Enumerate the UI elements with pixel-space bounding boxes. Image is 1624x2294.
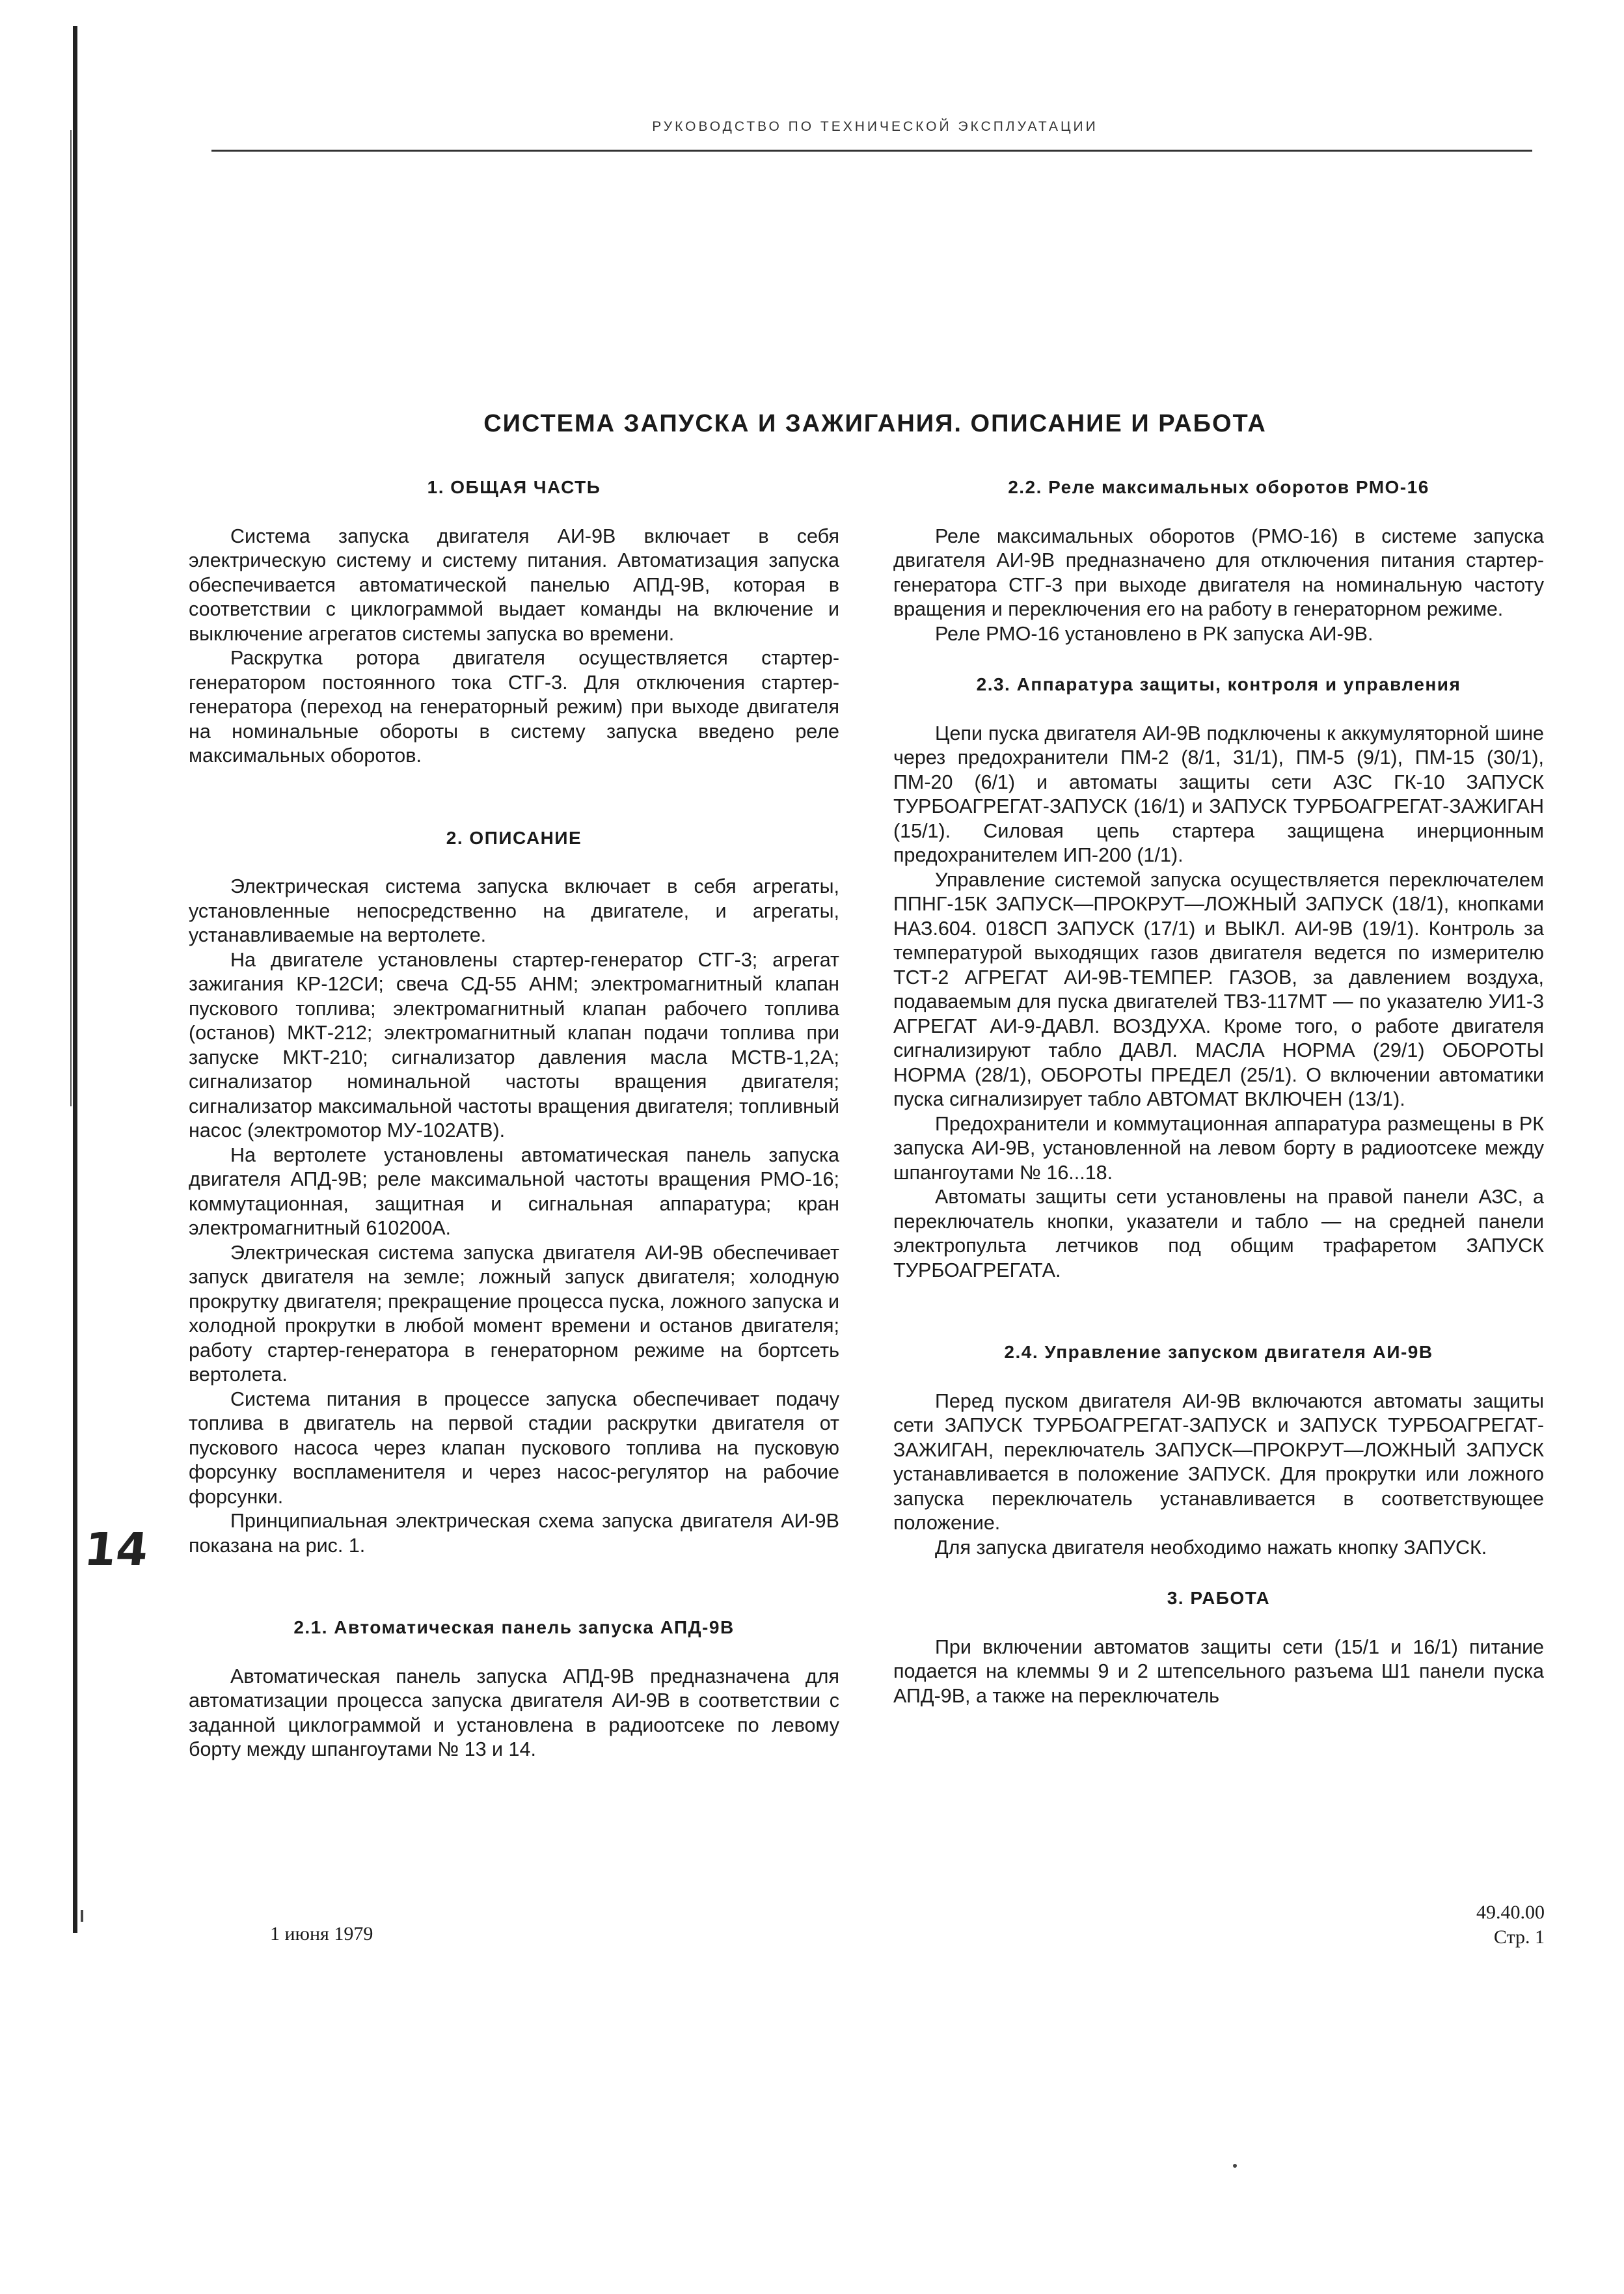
binder-edge-line — [73, 26, 77, 1933]
section-heading-general: 1. ОБЩАЯ ЧАСТЬ — [427, 477, 601, 497]
section-heading-rmo: 2.2. Реле максимальных оборотов РМО-16 — [1008, 477, 1429, 497]
right-column — [893, 475, 1544, 1708]
document-title: СИСТЕМА ЗАПУСКА И ЗАЖИГАНИЯ. ОПИСАНИЕ И РАБОТА — [483, 410, 1267, 437]
binder-edge-shadow — [70, 130, 72, 1106]
paragraph: Реле РМО-16 установлено в РК запуска АИ-9В. — [935, 622, 1374, 645]
paragraph: Автоматы защиты сети установлены на правой панели АЗС, а переключатель кнопки, указатели и табло — на средней панели электропульта летчиков под общим трафаретом ЗАПУСК ТУРБОАГРЕГАТА. — [893, 1186, 1544, 1281]
header-rule — [211, 150, 1532, 152]
section-heading-apd: 2.1. Автоматическая панель запуска АПД-9В — [293, 1617, 735, 1637]
paragraph: Принципиальная электрическая схема запуска двигателя АИ-9В показана на рис. 1. — [189, 1510, 839, 1557]
paragraph: Предохранители и коммутационная аппаратура размещены в РК запуска АИ-9В, установленной на левом борту в радиоотсеке между шпангоутами № 16...18. — [893, 1112, 1544, 1184]
paragraph: При включении автоматов защиты сети (15/1 и 16/1) питание подается на клеммы 9 и 2 штепсельного разъема Ш1 панели пуска АПД-9В, а также на переключатель — [893, 1635, 1544, 1707]
paragraph: Для запуска двигателя необходимо нажать кнопку ЗАПУСК. — [935, 1536, 1487, 1559]
handwritten-margin-note: 14 — [81, 1523, 151, 1576]
document-code: 49.40.00 — [1476, 1902, 1545, 1923]
paragraph: Система питания в процессе запуска обеспечивает подачу топлива в двигатель на первой стадии раскрутки двигателя от пускового насоса через клапан пускового топлива на пусковую форсунку воспламенителя и через насос-регулятор на рабочие форсунки. — [189, 1387, 839, 1508]
paragraph: Реле максимальных оборотов (РМО-16) в системе запуска двигателя АИ-9В предназначено для отключения питания стартер-генератора СТГ-3 при выходе двигателя на номинальную частоту вращения и переключения его на работу в генераторном режиме. — [893, 525, 1544, 620]
paragraph: Перед пуском двигателя АИ-9В включаются автоматы защиты сети ЗАПУСК ТУРБОАГРЕГАТ-ЗАПУСК и ЗАПУСК ТУРБОАГРЕГАТ-ЗАЖИГАН, переключатель ЗАПУСК—ПРОКРУТ—ЛОЖНЫЙ ЗАПУСК устанавливается в положение ЗАПУСК. Для прокрутки или ложного запуска переключатель устанавливается в соответствующее положение. — [893, 1389, 1544, 1534]
paragraph: Цепи пуска двигателя АИ-9В подключены к аккумуляторной шине через предохранители ПМ-2 (8/1, 31/1), ПМ-5 (9/1), ПМ-15 (30/1), ПМ-20 (6/1) и автоматы защиты сети АЗС ГК-10 ЗАПУСК ТУРБОАГРЕГАТ-ЗАПУСК (16/1) и ЗАПУСК ТУРБОАГРЕГАТ-ЗАЖИГАН (15/1). Силовая цепь стартера защищена инерционным предохранителем ИП-200 (1/1). — [893, 722, 1544, 866]
left-column — [189, 475, 839, 1762]
running-header: РУКОВОДСТВО ПО ТЕХНИЧЕСКОЙ ЭКСПЛУАТАЦИИ — [652, 119, 1098, 134]
page-number: Стр. 1 — [1493, 1926, 1545, 1948]
paragraph: Электрическая система запуска включает в себя агрегаты, установленные непосредственно на двигателе, и агрегаты, устанавливаемые на вертолете. — [189, 875, 839, 946]
paragraph: Электрическая система запуска двигателя АИ-9В обеспечивает запуск двигателя на земле; ложный запуск двигателя; холодную прокрутку двигателя; прекращение процесса пуска, ложного запуска и холодной прокрутки в любой момент времени и останов двигателя; работу стартер-генератора в генераторном режиме на бортсеть вертолета. — [189, 1241, 839, 1386]
paragraph: Раскрутка ротора двигателя осуществляется стартер-генератором постоянного тока СТГ-3. Для отключения стартер-генератора (переход на генераторный режим) при выходе двигателя на номинальные обороты в систему запуска введено реле максимальных оборотов. — [189, 647, 839, 767]
scan-speck — [1233, 2164, 1237, 2168]
paragraph: Система запуска двигателя АИ-9В включает в себя электрическую систему и систему питания. Автоматизация запуска обеспечивается автоматической панелью АПД-9В, которая в соответствии с циклограммой выдает команды на включение и выключение агрегатов системы запуска во времени. — [189, 525, 839, 645]
paragraph: Автоматическая панель запуска АПД-9В предназначена для автоматизации процесса запуска двигателя АИ-9В в соответствии с заданной циклограммой и установлена в радиоотсеке по левому борту между шпангоутами № 13 и 14. — [189, 1665, 839, 1760]
section-heading-operation: 3. РАБОТА — [1167, 1588, 1271, 1608]
paragraph: На двигателе установлены стартер-генератор СТГ-3; агрегат зажигания КР-12СИ; свеча СД-55 АНМ; электромагнитный клапан пускового топлива; электромагнитный клапан рабочего топлива (останов) МКТ-212; электромагнитный клапан подачи топлива при запуске МКТ-210; сигнализатор давления масла МСТВ-1,2А; сигнализатор номинальной частоты вращения двигателя; сигнализатор максимальной частоты вращения двигателя; топливный насос (электромотор МУ-102АТВ). — [189, 948, 839, 1141]
margin-tick — [81, 1910, 83, 1922]
paragraph: Управление системой запуска осуществляется переключателем ППНГ-15К ЗАПУСК—ПРОКРУТ—ЛОЖНЫЙ ЗАПУСК (18/1), кнопками НАЗ.604. 018СП ЗАПУСК (17/1) и ВЫКЛ. АИ-9В (19/1). Контроль за температурой выходящих газов двигателя ведется по измерителю ТСТ-2 АГРЕГАТ АИ-9В-ТЕМПЕР. ГАЗОВ, за давлением воздуха, подаваемым для пуска двигателей ТВ3-117МТ — по указателю УИ1-3 АГРЕГАТ АИ-9-ДАВЛ. ВОЗДУХА. Кроме того, о работе двигателя сигнализируют табло ДАВЛ. МАСЛА НОРМА (29/1) ОБОРОТЫ НОРМА (28/1), ОБОРОТЫ ПРЕДЕЛ (25/1). О включении автоматики пуска сигнализирует табло АВТОМАТ ВКЛЮЧЕН (13/1). — [893, 868, 1544, 1110]
paragraph: На вертолете установлены автоматическая панель запуска двигателя АПД-9В; реле максимальной частоты вращения РМО-16; коммутационная, защитная и сигнальная аппаратура; кран электромагнитный 610200А. — [189, 1143, 839, 1239]
footer-code-block — [1476, 1900, 1545, 1950]
section-heading-description: 2. ОПИСАНИЕ — [446, 827, 582, 848]
section-heading-control: 2.4. Управление запуском двигателя АИ-9В — [1004, 1342, 1433, 1362]
footer-date: 1 июня 1979 — [270, 1923, 373, 1945]
section-heading-protection: 2.3. Аппаратура защиты, контроля и управления — [976, 674, 1461, 694]
